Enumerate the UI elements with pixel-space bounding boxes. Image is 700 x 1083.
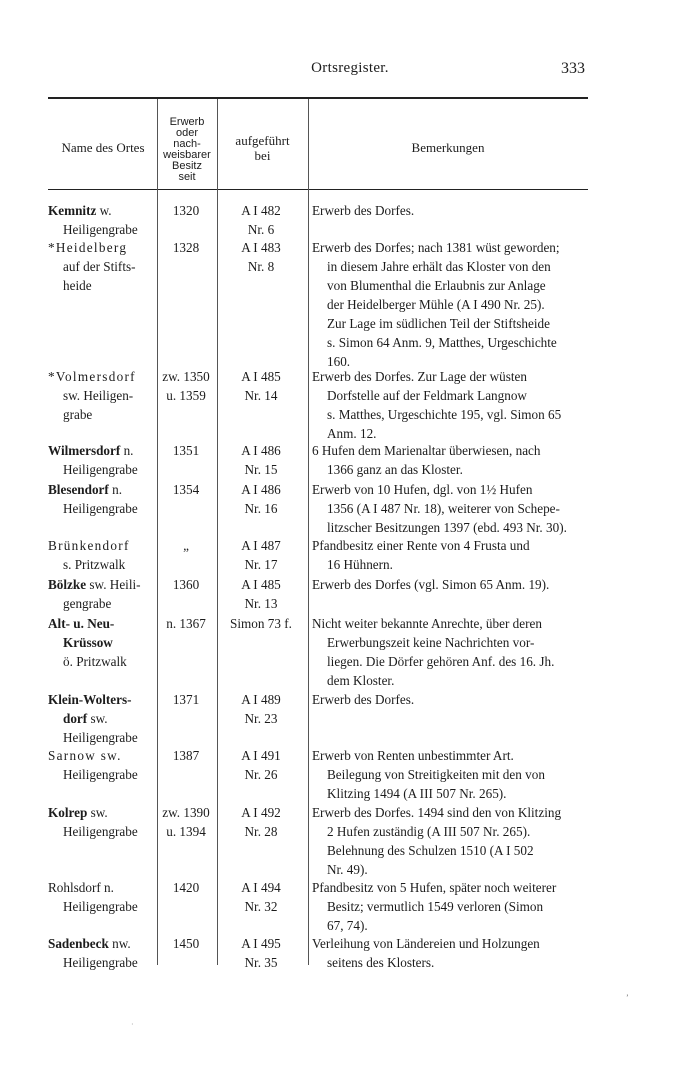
page-number: 333 [561, 60, 585, 77]
source-reference: A I 486 Nr. 16 [241, 482, 281, 516]
acquired-year: zw. 1390 u. 1394 [162, 805, 210, 839]
source-reference: A I 485 Nr. 14 [241, 369, 281, 403]
remarks: Erwerb von Renten unbestimmter Art. Beilegung von Streitigkeiten mit den von Klitzing 1494 (A III 507 Nr. 265). [312, 748, 545, 801]
source-reference: A I 486 Nr. 15 [241, 443, 281, 477]
place-name: *Volmersdorf sw. Heiligen- grabe [48, 369, 136, 422]
place-name: Kolrep sw. Heiligengrabe [48, 805, 138, 839]
header-listed: aufgeführt bei [235, 133, 290, 163]
place-name: Brünkendorf s. Pritzwalk [48, 538, 130, 572]
header-remarks: Bemerkungen [411, 140, 485, 155]
header-acquired: Erwerb oder nach- weisbarer Besitz seit [163, 116, 211, 183]
place-name: Blesendorf n. Heiligengrabe [48, 482, 138, 516]
remarks: Erwerb des Dorfes. Zur Lage der wüsten Dorfstelle auf der Feldmark Langnow s. Matthes, Urgeschichte 195, vgl. Simon 65 Anm. 12. [312, 369, 562, 441]
source-reference: A I 489 Nr. 23 [241, 692, 281, 726]
remarks: Nicht weiter bekannte Anrechte, über deren Erwerbungszeit keine Nachrichten vor- liegen. Die Dörfer gehören Anf. des 16. Jh. dem Kloster. [312, 616, 555, 688]
place-name: Rohlsdorf n. Heiligengrabe [48, 880, 138, 914]
acquired-year: 1387 [172, 748, 200, 763]
acquired-year: 1354 [172, 482, 200, 497]
header-place: Name des Ortes [61, 140, 145, 155]
table-header-rule [48, 189, 588, 190]
remarks: Erwerb des Dorfes. 1494 sind den von Klitzing 2 Hufen zuständig (A III 507 Nr. 265). Belehnung des Schulzen 1510 (A I 502 Nr. 49). [312, 805, 562, 877]
source-reference: A I 483 Nr. 8 [241, 240, 281, 274]
acquired-year: 1360 [172, 577, 200, 592]
remarks: Erwerb des Dorfes (vgl. Simon 65 Anm. 19). [312, 577, 550, 592]
acquired-year: 1328 [172, 240, 200, 255]
column-divider [308, 99, 309, 965]
acquired-year: zw. 1350 u. 1359 [162, 369, 210, 403]
acquired-year: 1450 [172, 936, 200, 951]
acquired-year: 1351 [172, 443, 200, 458]
source-reference: Simon 73 f. [230, 616, 292, 631]
source-reference: A I 485 Nr. 13 [241, 577, 281, 611]
source-reference: A I 482 Nr. 6 [241, 203, 281, 237]
place-name: Wilmersdorf n. Heiligengrabe [48, 443, 138, 477]
print-speck: ʼ [626, 993, 629, 1002]
running-title: Ortsregister. [311, 60, 389, 76]
print-speck: · [131, 1020, 134, 1029]
source-reference: A I 487 Nr. 17 [241, 538, 281, 572]
place-name: Alt- u. Neu- Krüssow ö. Pritzwalk [48, 616, 127, 669]
acquired-year: 1420 [172, 880, 200, 895]
acquired-year: n. 1367 [166, 616, 206, 631]
acquired-year: 1320 [172, 203, 200, 218]
place-name: Sadenbeck nw. Heiligengrabe [48, 936, 138, 970]
remarks: Pfandbesitz von 5 Hufen, später noch weiterer Besitz; vermutlich 1549 verloren (Simon 67, 74). [312, 880, 557, 933]
remarks: Erwerb des Dorfes; nach 1381 wüst geworden; in diesem Jahre erhält das Kloster von den von Blumenthal die Erlaubnis zur Anlage der Heidelberger Mühle (A I 490 Nr. 25). Zur Lage im südlichen Teil der Stiftsheide s. Simon 64 Anm. 9, Matthes, Urgeschichte 160. [312, 240, 560, 369]
source-reference: A I 495 Nr. 35 [241, 936, 281, 970]
source-reference: A I 492 Nr. 28 [241, 805, 281, 839]
place-name: Klein-Wolters- dorf sw. Heiligengrabe [48, 692, 138, 745]
remarks: Erwerb von 10 Hufen, dgl. von 1½ Hufen 1356 (A I 487 Nr. 18), weiterer von Schepe- litzscher Besitzungen 1397 (ebd. 493 Nr. 30). [312, 482, 567, 535]
place-name: Sarnow sw. Heiligengrabe [48, 748, 138, 782]
remarks: Pfandbesitz einer Rente von 4 Frusta und 16 Hühnern. [312, 538, 530, 572]
place-name: Kemnitz w. Heiligengrabe [48, 203, 138, 237]
source-reference: A I 491 Nr. 26 [241, 748, 281, 782]
remarks: Verleihung von Ländereien und Holzungen seitens des Klosters. [312, 936, 540, 970]
remarks: Erwerb des Dorfes. [312, 203, 415, 218]
acquired-year: „ [183, 538, 189, 553]
place-name: Bölzke sw. Heili- gengrabe [48, 577, 141, 611]
table-top-rule [48, 97, 588, 99]
acquired-year: 1371 [172, 692, 200, 707]
remarks: 6 Hufen dem Marienaltar überwiesen, nach 1366 ganz an das Kloster. [312, 443, 541, 477]
source-reference: A I 494 Nr. 32 [241, 880, 281, 914]
remarks: Erwerb des Dorfes. [312, 692, 415, 707]
place-name: *Heidelberg auf der Stifts- heide [48, 240, 136, 293]
